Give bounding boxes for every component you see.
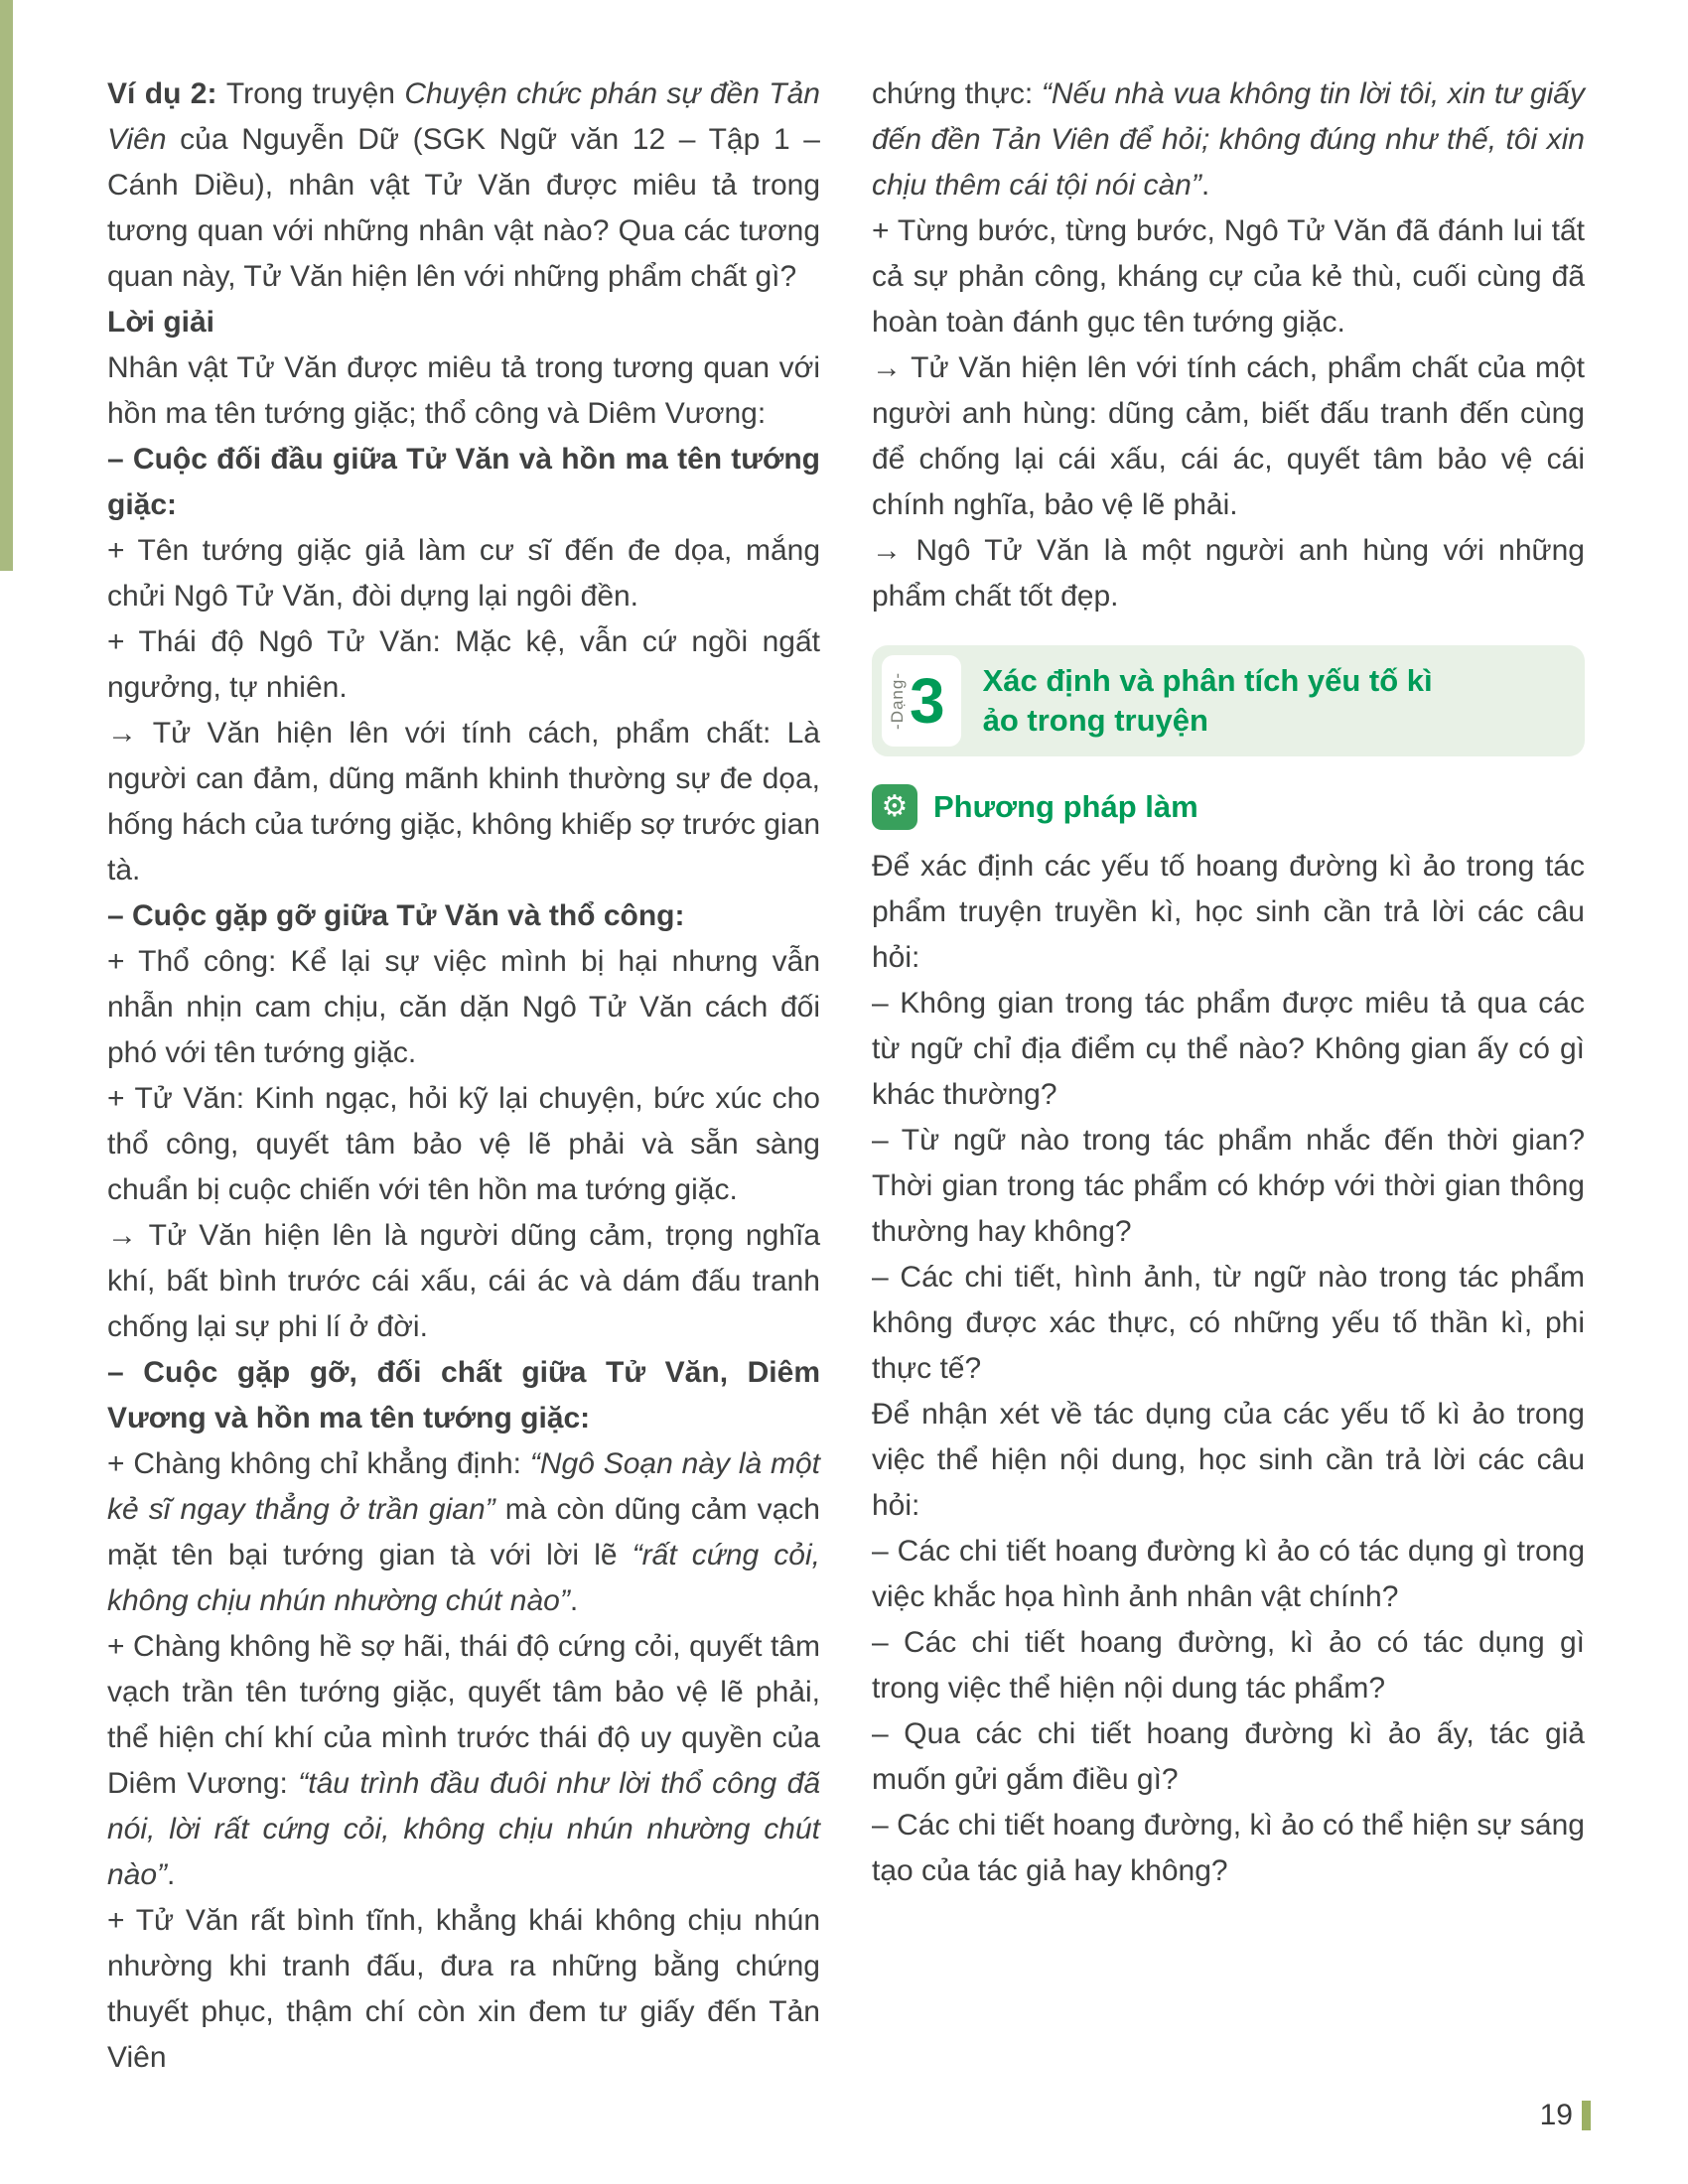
text-segment: + Thổ công: Kể lại sự việc mình bị hại nhưng vẫn nhẫn nhịn cam chịu, căn dặn Ngô Tử Văn cách đối phó với tên tướng giặc. [107,945,820,1069]
paragraph [107,300,820,345]
text-segment: Để nhận xét về tác dụng của các yếu tố kì ảo trong việc thể hiện nội dung, học sinh cần trả lời các câu hỏi: [872,1398,1585,1522]
paragraph [107,711,820,893]
text-segment: → Tử Văn hiện lên với tính cách, phẩm chất: Là người can đảm, dũng mãnh khinh thường sự đe dọa, hống hách của tướng giặc, không khiếp sợ trước gian tà. [107,717,820,887]
text-segment: Để xác định các yếu tố hoang đường kì ảo trong tác phẩm truyện truyền kì, học sinh cần trả lời các câu hỏi: [872,850,1585,974]
paragraph [872,1529,1585,1620]
paragraph-group-right-method [872,844,1585,1894]
paragraph [872,208,1585,345]
paragraph [107,1624,820,1898]
paragraph [872,1620,1585,1711]
paragraph-group-right-top [872,71,1585,619]
text-segment: Nhân vật Tử Văn được miêu tả trong tương quan với hồn ma tên tướng giặc; thổ công và Diêm Vương: [107,351,820,430]
text-segment: – Các chi tiết hoang đường kì ảo có tác dụng gì trong việc khắc họa hình ảnh nhân vật chính? [872,1535,1585,1613]
paragraph [872,345,1585,528]
method-heading [872,784,1585,830]
paragraph [107,71,820,300]
paragraph [107,1076,820,1213]
text-segment: “tâu trình đầu đuôi như lời thổ công đã nói, lời rất cứng cỏi, không chịu nhún nhường chút nào” [107,1767,820,1891]
right-column [872,71,1585,2081]
paragraph [107,1898,820,2081]
text-segment: của Nguyễn Dữ (SGK Ngữ văn 12 – Tập 1 – Cánh Diều), nhân vật Tử Văn được miêu tả trong tương quan với những nhân vật nào? Qua các tương quan này, Tử Văn hiện lên với những phẩm chất gì? [107,123,820,293]
paragraph [872,1803,1585,1894]
paragraph [872,1392,1585,1529]
text-segment: . [167,1858,176,1891]
text-segment: Trong truyện [225,77,405,110]
paragraph-group-left [107,71,820,2081]
text-segment: + Từng bước, từng bước, Ngô Tử Văn đã đánh lui tất cả sự phản công, kháng cự của kẻ thù, cuối cùng đã hoàn toàn đánh gục tên tướng giặc. [872,214,1585,339]
dang-number-plate [882,655,961,747]
page-columns [107,71,1585,2081]
paragraph [107,1441,820,1624]
paragraph [872,844,1585,981]
text-segment: – Qua các chi tiết hoang đường kì ảo ấy, tác giả muốn gửi gắm điều gì? [872,1717,1585,1796]
text-segment: Ví dụ 2: [107,77,226,110]
dang-vertical-label: -Dạng- [888,672,907,730]
left-column [107,71,820,2081]
text-segment: “rất cứng cỏi, không chịu nhún nhường chút nào” [107,1539,820,1617]
gear-icon [872,784,917,830]
paragraph [872,528,1585,619]
text-segment: + Chàng không hề sợ hãi, thái độ cứng cỏi, quyết tâm vạch trần tên tướng giặc, quyết tâm bảo vệ lẽ phải, thể hiện chí khí của mình trước thái độ uy quyền của Diêm Vương: [107,1630,820,1800]
dang-number: 3 [910,665,945,737]
method-heading-label: Phương pháp làm [933,789,1198,824]
paragraph [872,981,1585,1118]
text-segment: Chuyện chức phán sự đền Tản Viên [107,77,820,156]
text-segment: → Tử Văn hiện lên là người dũng cảm, trọng nghĩa khí, bất bình trước cái xấu, cái ác và dám đấu tranh chống lại sự phi lí ở đời. [107,1219,820,1343]
page-number: 19 [1539,2099,1573,2131]
paragraph [107,619,820,711]
text-segment: – Cuộc gặp gỡ, đối chất giữa Tử Văn, Diêm Vương và hồn ma tên tướng giặc: [107,1356,820,1434]
text-segment: → Tử Văn hiện lên với tính cách, phẩm chất của một người anh hùng: dũng cảm, biết đấu tranh đến cùng để chống lại cái xấu, cái ác, quyết tâm bảo vệ cái chính nghĩa, bảo vệ lẽ phải. [872,351,1585,521]
text-segment: Lời giải [107,306,215,339]
text-segment: – Cuộc đối đầu giữa Tử Văn và hồn ma tên tướng giặc: [107,443,820,521]
paragraph [872,1118,1585,1255]
text-segment: + Chàng không chỉ khẳng định: [107,1447,530,1480]
page-number-bar [1582,2101,1591,2130]
text-segment: . [1200,169,1210,202]
paragraph [107,939,820,1076]
text-segment: . [569,1584,579,1617]
text-segment: – Các chi tiết hoang đường, kì ảo có tác dụng gì trong việc thể hiện nội dung tác phẩm? [872,1626,1585,1705]
paragraph [872,1255,1585,1392]
paragraph [107,893,820,939]
text-segment: mà còn dũng cảm vạch mặt tên bại tướng gian tà với lời lẽ [107,1493,820,1571]
paragraph [872,1711,1585,1803]
page-footer [1540,2099,1591,2132]
text-segment: chứng thực: [872,77,1042,110]
paragraph [107,345,820,437]
text-segment: – Các chi tiết hoang đường, kì ảo có thể hiện sự sáng tạo của tác giả hay không? [872,1809,1585,1887]
text-segment: + Tử Văn rất bình tĩnh, khẳng khái không chịu nhún nhường khi tranh đấu, đưa ra những bằng chứng thuyết phục, thậm chí còn xin đem tư giấy đến Tản Viên [107,1904,820,2074]
text-segment: “Nếu nhà vua không tin lời tôi, xin tư giấy đến đền Tản Viên để hỏi; không đúng như thế, tôi xin chịu thêm cái tội nói càn” [872,77,1585,202]
text-segment: + Tên tướng giặc giả làm cư sĩ đến đe dọa, mắng chửi Ngô Tử Văn, đòi dựng lại ngôi đền. [107,534,820,613]
text-segment: “Ngô Soạn này là một kẻ sĩ ngay thẳng ở trần gian” [107,1447,821,1526]
paragraph [107,528,820,619]
text-segment: – Cuộc gặp gỡ giữa Tử Văn và thổ công: [107,899,685,932]
paragraph [872,71,1585,208]
text-segment: – Không gian trong tác phẩm được miêu tả qua các từ ngữ chỉ địa điểm cụ thể nào? Không gian ấy có gì khác thường? [872,987,1585,1111]
paragraph [107,1213,820,1350]
text-segment: – Các chi tiết, hình ảnh, từ ngữ nào trong tác phẩm không được xác thực, có những yếu tố thần kì, phi thực tế? [872,1261,1585,1385]
dang-section-title: Xác định và phân tích yếu tố kì ảo trong truyện [982,663,1433,738]
gear-glyph: ⚙ [881,790,909,823]
text-segment: → Ngô Tử Văn là một người anh hùng với những phẩm chất tốt đẹp. [872,534,1585,613]
text-segment: + Tử Văn: Kinh ngạc, hỏi kỹ lại chuyện, bức xúc cho thổ công, quyết tâm bảo vệ lẽ phải và sẵn sàng chuẩn bị cuộc chiến với tên hồn ma tướng giặc. [107,1082,820,1206]
paragraph [107,437,820,528]
text-segment: – Từ ngữ nào trong tác phẩm nhắc đến thời gian? Thời gian trong tác phẩm có khớp với thời gian thông thường hay không? [872,1124,1585,1248]
paragraph [107,1350,820,1441]
text-segment: + Thái độ Ngô Tử Văn: Mặc kệ, vẫn cứ ngồi ngất ngưởng, tự nhiên. [107,625,820,704]
section-badge-dang-3 [872,645,1585,756]
page-edge-strip [0,0,13,571]
